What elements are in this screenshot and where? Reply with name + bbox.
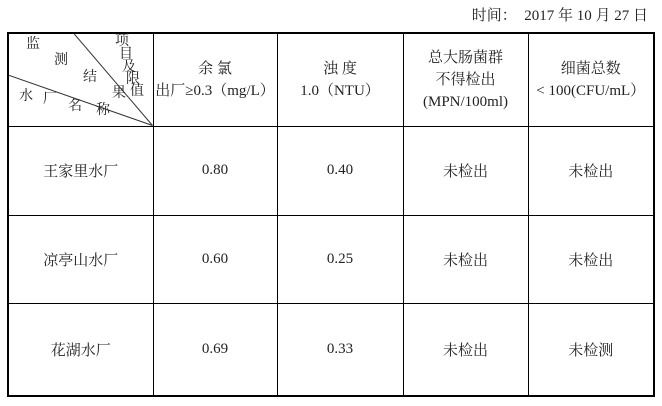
header-row	[8, 33, 654, 126]
column-header-line: 不得检出	[435, 71, 496, 88]
diagonal-label-plant-char: 厂	[43, 92, 57, 107]
diagonal-label-plant-char: 名	[68, 99, 82, 114]
table-row	[8, 303, 654, 396]
turbidity-value: 0.40	[326, 162, 354, 178]
bacteria-cell	[528, 303, 654, 396]
column-header-line: < 100(CFU/mL）	[536, 82, 646, 99]
bacteria-value: 未检出	[568, 252, 614, 269]
column-header-line: (MPN/100ml)	[422, 93, 508, 110]
table-row	[8, 215, 654, 303]
coliform-cell	[403, 303, 528, 396]
plant-name-cell	[8, 126, 153, 215]
plant-name-cell	[8, 303, 153, 396]
column-header-line: 总大肠菌群	[427, 49, 503, 66]
column-header-turbidity	[277, 33, 403, 126]
column-header-line: 浊 度	[323, 60, 357, 77]
coliform-cell	[403, 126, 528, 215]
chlorine-value: 0.80	[201, 162, 229, 178]
plant-name: 花湖水厂	[50, 342, 111, 359]
column-header-bacteria	[528, 33, 654, 126]
coliform-cell	[403, 215, 528, 303]
plant-name: 王家里水厂	[43, 164, 119, 180]
coliform-value: 未检出	[442, 252, 488, 269]
diagonal-label-item-char: 值	[130, 84, 144, 99]
bacteria-value: 未检出	[568, 164, 614, 180]
plant-name: 凉亭山水厂	[43, 252, 119, 269]
column-header-chlorine	[153, 33, 277, 126]
turbidity-cell	[277, 303, 403, 396]
bacteria-cell	[528, 126, 654, 215]
turbidity-cell	[277, 215, 403, 303]
bacteria-cell	[528, 215, 654, 303]
column-header-line: 细菌总数	[560, 60, 621, 77]
diagonal-label-item-char: 限	[126, 72, 140, 87]
table-row	[8, 126, 654, 215]
column-header-line: 1.0（NTU）	[300, 82, 380, 99]
chlorine-cell	[153, 126, 277, 215]
diagonal-label-plant-char: 水	[19, 89, 33, 104]
chlorine-value: 0.69	[201, 340, 229, 357]
diagonal-header-cell	[8, 33, 153, 126]
diagonal-label-item-char: 项	[115, 34, 129, 49]
turbidity-value: 0.33	[326, 340, 354, 357]
diagonal-label-monitor-char: 结	[83, 70, 97, 85]
bacteria-value: 未检测	[568, 342, 614, 359]
diagonal-label-monitor-char: 果	[112, 86, 126, 101]
diagonal-label-monitor-char: 监	[26, 37, 40, 52]
turbidity-cell	[277, 126, 403, 215]
chlorine-cell	[153, 215, 277, 303]
report-date: 时间： 2017 年 10 月 27 日	[471, 8, 648, 24]
diagonal-label-plant-char: 称	[96, 103, 110, 118]
coliform-value: 未检出	[442, 164, 488, 180]
diagonal-label-monitor-char: 测	[54, 53, 68, 68]
diagonal-label-item-char: 及	[122, 60, 136, 75]
column-header-line: 余 氯	[198, 60, 232, 77]
chlorine-value: 0.60	[201, 250, 229, 267]
chlorine-cell	[153, 303, 277, 396]
plant-name-cell	[8, 215, 153, 303]
coliform-value: 未检出	[442, 342, 488, 359]
turbidity-value: 0.25	[326, 250, 354, 267]
column-header-coliform	[403, 33, 528, 126]
diagonal-label-item-char: 目	[119, 47, 133, 62]
water-quality-table	[7, 32, 655, 397]
column-header-line: 出厂≥0.3（mg/L）	[155, 82, 275, 99]
